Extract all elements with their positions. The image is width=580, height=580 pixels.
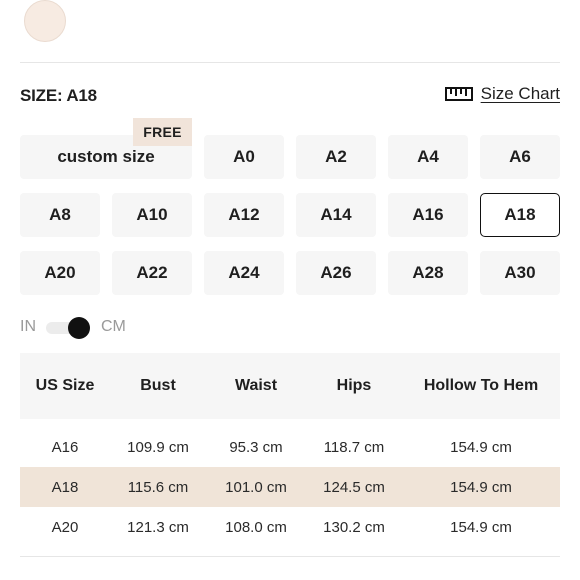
size-option-a4[interactable]: A4 (388, 135, 468, 179)
table-cell: 118.7 cm (323, 438, 385, 456)
size-option-a28[interactable]: A28 (388, 251, 468, 295)
table-cell: 154.9 cm (402, 467, 560, 507)
free-badge: FREE (133, 118, 192, 146)
size-option-a26[interactable]: A26 (296, 251, 376, 295)
color-swatch[interactable] (24, 0, 66, 42)
size-option-custom[interactable]: custom size (20, 135, 192, 179)
table-cell: A18 (20, 467, 110, 507)
selected-size-label: SIZE: A18 (20, 86, 97, 105)
unit-toggle-row (20, 315, 126, 339)
unit-cm-label[interactable]: CM (101, 318, 126, 335)
table-cell: 109.9 cm (127, 438, 189, 456)
table-cell: 154.9 cm (450, 518, 512, 536)
size-option-a12[interactable]: A12 (204, 193, 284, 237)
table-header-row (20, 353, 560, 419)
size-option-a20[interactable]: A20 (20, 251, 100, 295)
size-table (20, 353, 560, 547)
toggle-knob (68, 317, 90, 339)
table-row (20, 419, 560, 467)
table-cell: 101.0 cm (206, 467, 306, 507)
size-header (20, 84, 560, 110)
table-cell: A16 (51, 438, 79, 456)
divider-bottom (20, 556, 560, 557)
table-cell: 154.9 cm (450, 438, 512, 456)
table-cell: 95.3 cm (229, 438, 283, 456)
table-cell: A20 (51, 518, 79, 536)
size-option-a30[interactable]: A30 (480, 251, 560, 295)
size-option-a10[interactable]: A10 (112, 193, 192, 237)
unit-in-label[interactable]: IN (20, 318, 36, 335)
size-chart-label: Size Chart (480, 84, 560, 103)
col-hollow-to-hem: Hollow To Hem (402, 353, 560, 419)
col-waist: Waist (206, 353, 306, 419)
ruler-icon (445, 87, 473, 101)
col-bust: Bust (110, 353, 206, 419)
table-cell: 108.0 cm (225, 518, 287, 536)
table-cell: 115.6 cm (110, 467, 206, 507)
size-option-a2[interactable]: A2 (296, 135, 376, 179)
size-option-a8[interactable]: A8 (20, 193, 100, 237)
size-option-a16[interactable]: A16 (388, 193, 468, 237)
table-cell: 124.5 cm (306, 467, 402, 507)
divider-top (20, 62, 560, 63)
size-option-a24[interactable]: A24 (204, 251, 284, 295)
table-row (20, 507, 560, 547)
table-cell: 121.3 cm (127, 518, 189, 536)
size-option-a0[interactable]: A0 (204, 135, 284, 179)
col-us-size: US Size (20, 353, 110, 419)
table-row-selected (20, 467, 560, 507)
size-option-a18[interactable]: A18 (480, 193, 560, 237)
size-option-a6[interactable]: A6 (480, 135, 560, 179)
table-cell: 130.2 cm (323, 518, 385, 536)
size-option-a22[interactable]: A22 (112, 251, 192, 295)
unit-toggle[interactable] (46, 318, 91, 336)
size-option-a14[interactable]: A14 (296, 193, 376, 237)
col-hips: Hips (306, 353, 402, 419)
size-chart-link[interactable] (445, 84, 560, 104)
